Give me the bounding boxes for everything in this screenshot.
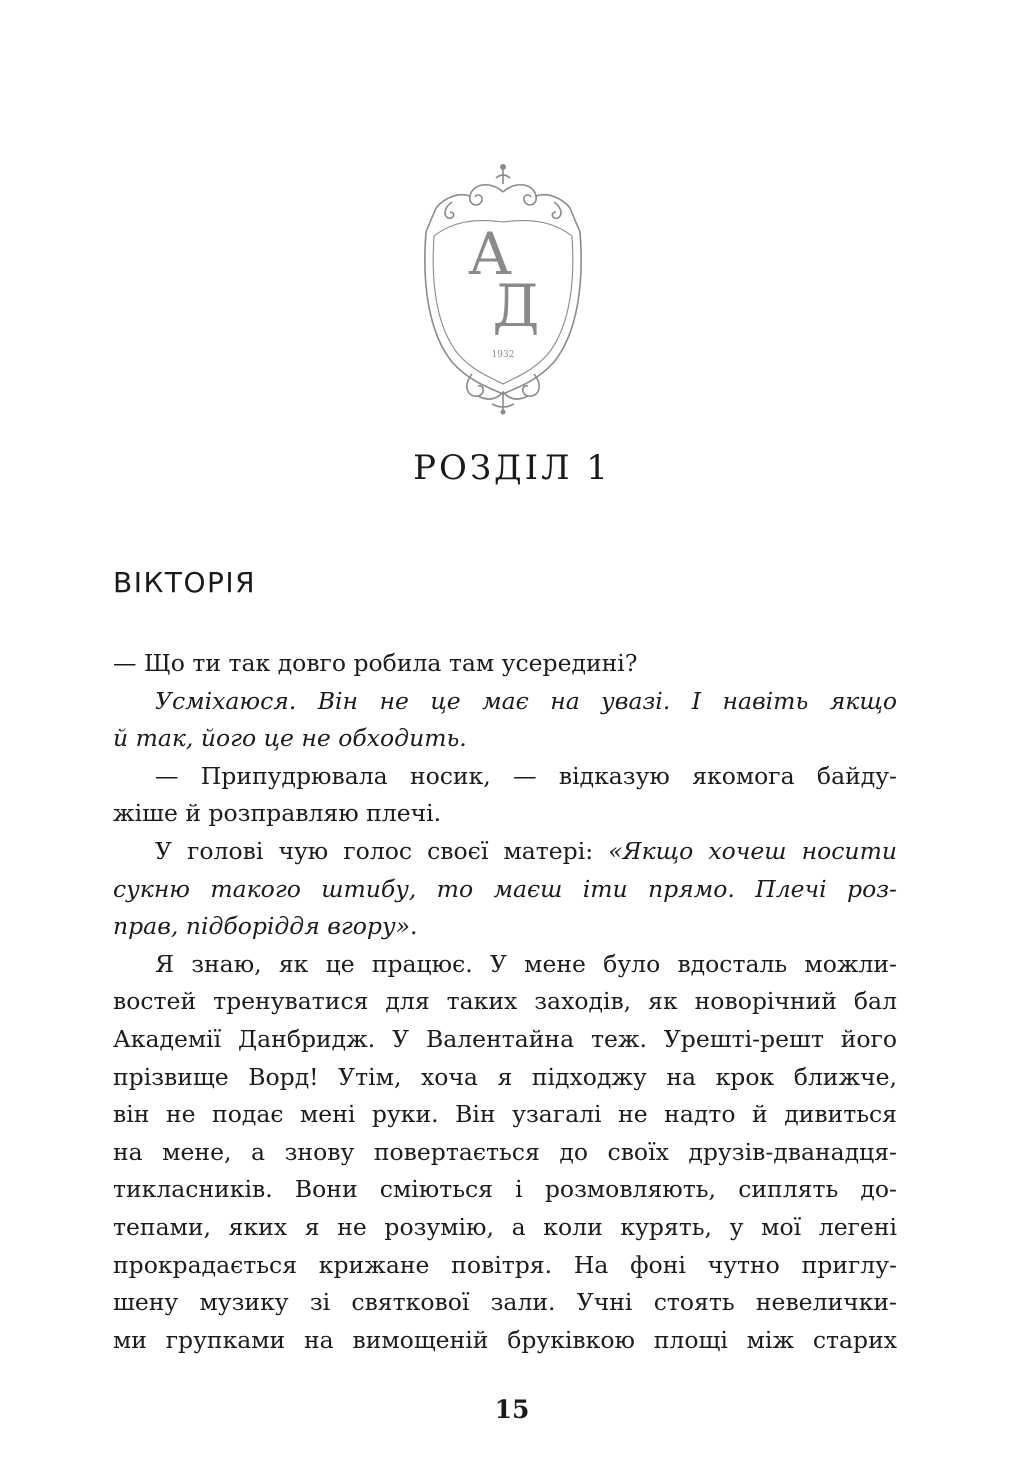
crest-letter-top: А	[468, 220, 512, 288]
academy-crest-icon	[412, 162, 594, 416]
text-line	[113, 1284, 897, 1322]
text-line	[113, 833, 897, 871]
text-segment: востей тренуватися для таких заходів, як новорічний бал	[113, 987, 897, 1016]
text-line	[113, 1021, 897, 1059]
text-segment: прокрадається крижане повітря. На фоні чутно приглу-	[113, 1250, 897, 1279]
text-line	[113, 720, 897, 758]
text-line	[113, 795, 897, 833]
text-segment: — Припудрювала носик, — відказую якомога байду-	[155, 761, 897, 790]
text-line	[113, 1209, 897, 1247]
text-line	[113, 645, 897, 683]
text-line	[113, 1171, 897, 1209]
text-line	[113, 1096, 897, 1134]
text-line	[113, 983, 897, 1021]
text-line	[113, 1059, 897, 1097]
text-segment: жіше й розправляю плечі.	[113, 799, 442, 828]
crest-letter-bottom: Д	[492, 272, 540, 340]
crest-year: 1932	[491, 350, 515, 360]
text-segment: Академії Данбридж. У Валентайна теж. Урешті-решт його	[113, 1024, 897, 1053]
text-segment: прізвище Ворд! Утім, хоча я підходжу на крок ближче,	[113, 1062, 897, 1091]
text-segment: тепами, яких я не розумію, а коли курять, у мої легені	[113, 1212, 897, 1241]
italic-text-segment: прав, підборіддя вгору»	[113, 912, 410, 941]
body-text	[113, 645, 897, 1359]
character-heading: ВІКТОРІЯ	[113, 566, 257, 599]
italic-text-segment: сукню такого штибу, то маєш іти прямо. Плечі роз-	[113, 874, 897, 903]
italic-text-segment: «Якщо хочеш носити	[608, 836, 897, 865]
text-segment: тикласників. Вони сміються і розмовляють, сиплять до-	[113, 1175, 897, 1204]
text-line	[113, 1247, 897, 1285]
text-line	[113, 871, 897, 909]
page-number: 15	[494, 1395, 530, 1424]
text-line	[113, 683, 897, 721]
text-line	[113, 1322, 897, 1360]
text-line	[113, 758, 897, 796]
text-line	[113, 946, 897, 984]
text-segment: на мене, а знову повертається до своїх друзів-дванадця-	[113, 1137, 897, 1166]
italic-text-segment: й так, його це не обходить.	[113, 724, 467, 753]
text-segment: .	[409, 912, 418, 941]
text-segment: — Що ти так довго робила там усередині?	[113, 649, 638, 677]
text-line	[113, 1134, 897, 1172]
text-segment: Я знаю, як це працює. У мене було вдосталь можли-	[155, 949, 897, 978]
text-segment: У голові чую голос своєї матері:	[155, 836, 609, 865]
text-segment: ми групками на вимощеній бруківкою площі між старих	[113, 1325, 897, 1354]
italic-text-segment: Усміхаюся. Він не це має на увазі. І навіть якщо	[155, 686, 897, 715]
chapter-title: РОЗДІЛ 1	[413, 448, 611, 488]
text-segment: він не подає мені руки. Він узагалі не надто й дивиться	[113, 1100, 897, 1129]
text-segment: шену музику зі святкової зали. Учні стоять невелички-	[113, 1288, 897, 1317]
text-line	[113, 908, 897, 946]
